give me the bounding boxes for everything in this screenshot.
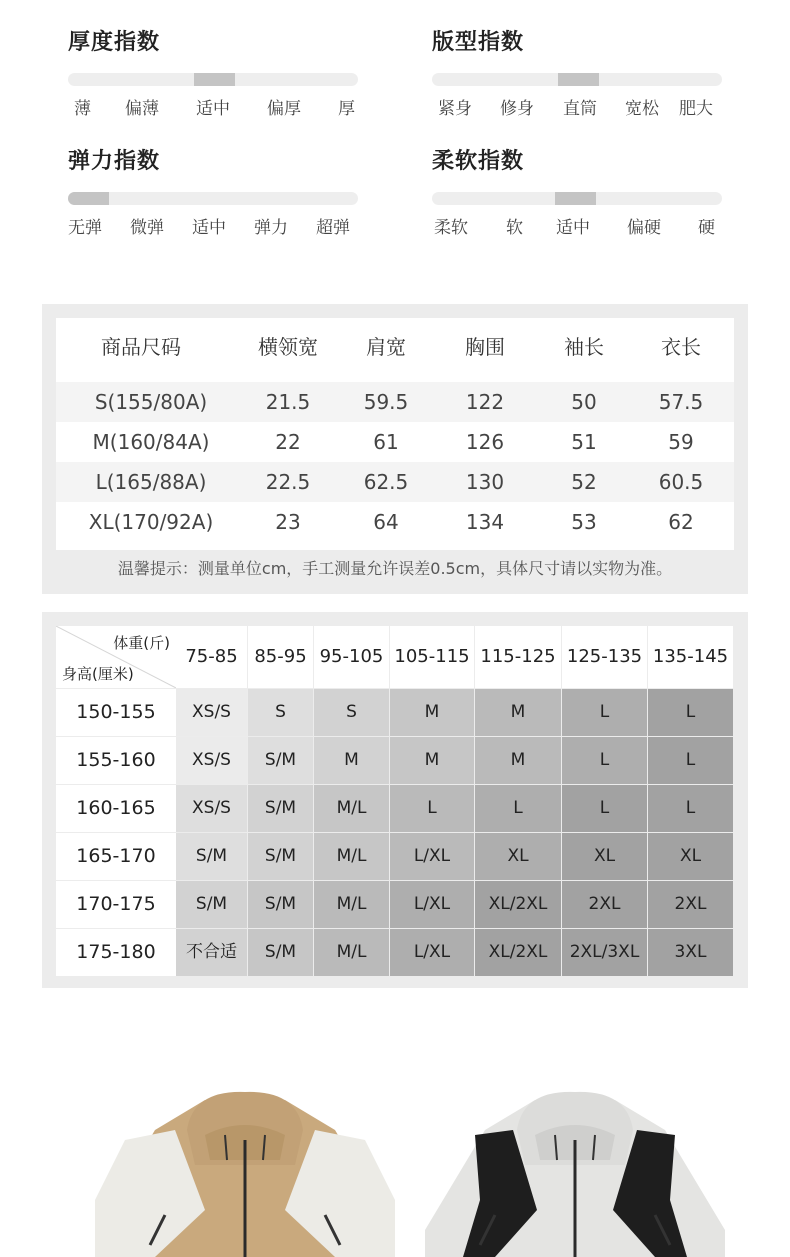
size-header-row [56,318,734,376]
index-marker [68,192,109,205]
index-label: 微弹 [130,218,164,238]
size-cell: 50 [571,390,597,414]
index-track [432,73,722,86]
size-recommendation-cell: L [390,785,474,832]
size-recommendation-cell: XL/2XL [475,881,561,928]
index-label: 偏硬 [627,218,661,238]
weight-header-cell: 105-115 [390,626,474,688]
index-label: 偏薄 [125,99,159,119]
size-cell: M(160/84A) [92,430,210,454]
size-recommendation-cell: 3XL [648,929,733,976]
measurement-note: 温馨提示：测量单位cm，手工测量允许误差0.5cm，具体尺寸请以实物为准。 [117,559,673,578]
size-recommendation-cell: 2XL [648,881,733,928]
weight-header-cell: 95-105 [314,626,389,688]
size-recommendation-cell: M/L [314,881,389,928]
index-title: 柔软指数 [432,149,525,174]
index-label: 无弹 [68,218,102,238]
height-axis-label: 身高(厘米) [62,665,134,683]
height-row-header: 155-160 [56,737,176,784]
height-row-header: 170-175 [56,881,176,928]
size-cell: 51 [571,430,597,454]
table-row [56,502,734,542]
index-label: 紧身 [438,99,472,119]
height-row-header: 160-165 [56,785,176,832]
size-cell: 64 [373,510,399,534]
size-recommendation-cell: S/M [176,881,247,928]
thickness-index [68,28,358,119]
size-header-cell: 胸围 [465,335,505,359]
size-header-cell: 衣长 [661,335,701,359]
size-recommendation-cell: S/M [248,833,313,880]
size-cell: XL(170/92A) [88,510,214,534]
size-cell: 59 [668,430,694,454]
fit-index [432,28,722,119]
size-cell: 21.5 [265,390,311,414]
size-recommendation-cell: M [475,689,561,736]
index-label: 修身 [500,99,534,119]
size-cell: 62 [668,510,694,534]
size-recommendation-cell: L [648,785,733,832]
index-label: 适中 [192,218,226,238]
size-cell: 23 [275,510,301,534]
index-title: 弹力指数 [68,149,161,174]
index-marker [555,192,596,205]
size-recommendation-cell: S [314,689,389,736]
size-cell: L(165/88A) [95,470,207,494]
index-label: 硬 [698,218,715,238]
size-cell: S(155/80A) [94,390,208,414]
weight-header-cell: 135-145 [648,626,733,688]
size-recommendation-cell: S/M [248,737,313,784]
table-row [56,422,734,462]
size-recommendation-cell: L [562,689,647,736]
weight-header-cell: 115-125 [475,626,561,688]
size-cell: 126 [465,430,505,454]
size-recommendation-cell: XS/S [176,785,247,832]
size-cell: 61 [373,430,399,454]
size-recommendation-cell: L [562,737,647,784]
size-cell: 22 [275,430,301,454]
size-recommendation-cell: XL/2XL [475,929,561,976]
index-label: 厚 [338,99,355,119]
size-cell: 130 [465,470,505,494]
index-track [68,192,358,205]
index-scale [432,94,722,118]
size-recommendation-cell: L [475,785,561,832]
height-row-header: 175-180 [56,929,176,976]
size-cell: 52 [571,470,597,494]
size-recommendation-panel [42,612,748,988]
size-recommendation-cell: L/XL [390,881,474,928]
table-row [56,382,734,422]
size-header-cell: 商品尺码 [101,335,181,359]
size-recommendation-cell: M [475,737,561,784]
index-label: 薄 [74,99,91,119]
size-cell: 22.5 [265,470,311,494]
size-recommendation-cell: S/M [248,881,313,928]
weight-header-cell: 85-95 [248,626,313,688]
height-row-header: 165-170 [56,833,176,880]
index-scale [68,94,358,118]
index-label: 柔软 [434,218,468,238]
weight-header-cell: 75-85 [176,626,247,688]
index-track [432,192,722,205]
index-label: 适中 [556,218,590,238]
height-row-header: 150-155 [56,689,176,736]
corner-cell [56,626,176,688]
grey-jacket-image [425,1090,725,1257]
index-track [68,73,358,86]
size-recommendation-cell: 2XL/3XL [562,929,647,976]
khaki-jacket-image [95,1090,395,1257]
size-recommendation-cell: L/XL [390,929,474,976]
index-scale [68,213,358,237]
size-cell: 59.5 [363,390,409,414]
size-cell: 60.5 [658,470,704,494]
index-label: 超弹 [316,218,350,238]
size-recommendation-cell: M [314,737,389,784]
size-recommendation-cell: L [648,737,733,784]
size-recommendation-cell: S/M [176,833,247,880]
index-label: 偏厚 [267,99,301,119]
size-recommendation-cell: 2XL [562,881,647,928]
index-label: 直筒 [563,99,597,119]
size-recommendation-cell: XL [475,833,561,880]
size-cell: 134 [465,510,505,534]
softness-index [432,147,722,238]
size-recommendation-cell: M/L [314,785,389,832]
size-recommendation-cell: L/XL [390,833,474,880]
size-cell: 62.5 [363,470,409,494]
size-recommendation-cell: XS/S [176,689,247,736]
index-marker [194,73,235,86]
table-row [56,462,734,502]
weight-axis-label: 体重(斤) [113,634,170,652]
index-label: 软 [506,218,523,238]
size-recommendation-cell: L [562,785,647,832]
size-chart-panel [42,304,748,594]
index-title: 厚度指数 [68,30,161,55]
index-scale [432,213,722,237]
index-marker [558,73,599,86]
size-recommendation-cell: L [648,689,733,736]
elasticity-index [68,147,358,238]
size-recommendation-cell: S [248,689,313,736]
size-recommendation-cell: S/M [248,929,313,976]
weight-header-cell: 125-135 [562,626,647,688]
size-recommendation-cell: 不合适 [176,929,247,976]
size-recommendation-cell: M/L [314,929,389,976]
index-title: 版型指数 [432,30,525,55]
size-recommendation-cell: S/M [248,785,313,832]
index-label: 弹力 [254,218,288,238]
size-cell: 122 [465,390,505,414]
size-recommendation-cell: M [390,689,474,736]
size-header-cell: 横领宽 [258,335,318,359]
index-label: 适中 [196,99,230,119]
size-recommendation-cell: M/L [314,833,389,880]
size-chart-table [56,318,734,550]
size-recommendation-cell: XL [648,833,733,880]
size-recommendation-cell: XS/S [176,737,247,784]
size-header-cell: 肩宽 [366,335,406,359]
size-recommendation-cell: XL [562,833,647,880]
size-cell: 53 [571,510,597,534]
index-label: 肥大 [679,99,713,119]
size-cell: 57.5 [658,390,704,414]
size-recommendation-cell: M [390,737,474,784]
index-label: 宽松 [625,99,659,119]
size-header-cell: 袖长 [564,335,604,359]
